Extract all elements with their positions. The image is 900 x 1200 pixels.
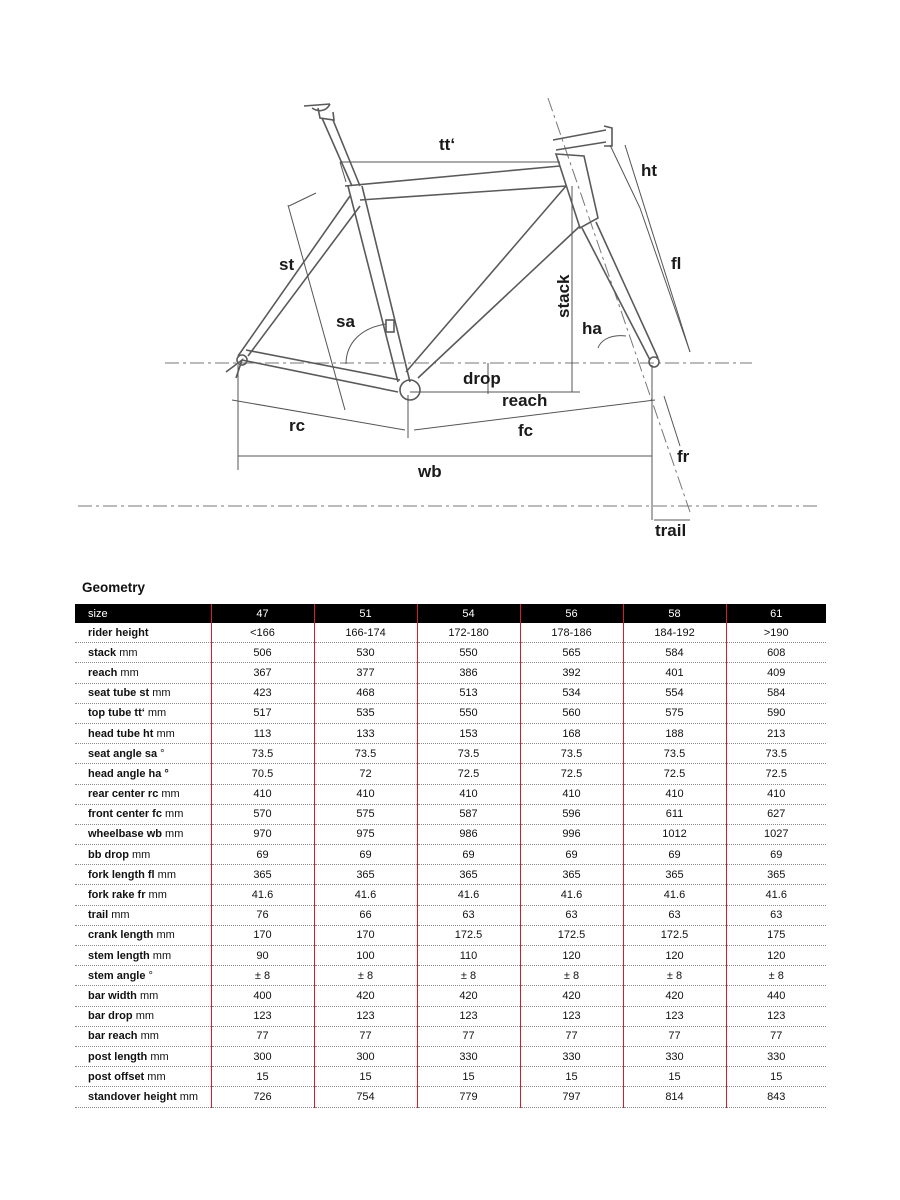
row-label: wheelbase wb xyxy=(88,828,162,841)
table-cell: 188 xyxy=(623,723,726,743)
table-cell: 41.6 xyxy=(520,885,623,905)
table-cell: 550 xyxy=(417,703,520,723)
row-unit: mm xyxy=(119,646,138,659)
table-cell: 410 xyxy=(417,784,520,804)
row-label: bar reach xyxy=(88,1030,138,1043)
row-unit: mm xyxy=(147,707,167,720)
dimension-lines xyxy=(232,145,690,520)
row-label-cell xyxy=(75,723,211,743)
table-cell: 73.5 xyxy=(417,744,520,764)
table-cell: 392 xyxy=(520,663,623,683)
table-cell: 72.5 xyxy=(726,764,826,784)
table-cell: 779 xyxy=(417,1087,520,1107)
row-label-cell xyxy=(75,986,211,1006)
table-cell: 77 xyxy=(211,1026,314,1046)
row-label-cell xyxy=(75,1026,211,1046)
table-cell: 365 xyxy=(211,865,314,885)
header-cell-size: size xyxy=(75,604,211,623)
table-cell: 77 xyxy=(726,1026,826,1046)
row-unit: mm xyxy=(152,949,172,962)
table-cell: 69 xyxy=(211,845,314,865)
table-cell: 409 xyxy=(726,663,826,683)
table-cell: 15 xyxy=(417,1067,520,1087)
row-label: stem length xyxy=(88,949,150,962)
row-label: top tube tt‘ xyxy=(88,707,145,720)
table-cell: 41.6 xyxy=(417,885,520,905)
row-label-cell xyxy=(75,623,211,643)
row-unit: mm xyxy=(120,666,139,679)
table-cell: 153 xyxy=(417,723,520,743)
table-cell: 123 xyxy=(623,1006,726,1026)
table-cell: 172.5 xyxy=(623,925,726,945)
table-cell: ± 8 xyxy=(623,966,726,986)
table-cell: 72.5 xyxy=(623,764,726,784)
row-label: head tube ht xyxy=(88,727,154,740)
table-cell: 41.6 xyxy=(623,885,726,905)
table-cell: 423 xyxy=(211,683,314,703)
table-cell: 166-174 xyxy=(314,623,417,643)
table-cell: 123 xyxy=(726,1006,826,1026)
table-cell: 843 xyxy=(726,1087,826,1107)
table-row xyxy=(75,1006,826,1026)
label-fr: fr xyxy=(677,447,690,466)
row-label-cell xyxy=(75,966,211,986)
table-cell: 365 xyxy=(623,865,726,885)
label-sa: sa xyxy=(336,312,355,331)
table-row xyxy=(75,1087,826,1107)
row-label-cell xyxy=(75,744,211,764)
row-label-cell xyxy=(75,1006,211,1026)
table-cell: 365 xyxy=(314,865,417,885)
table-cell: 120 xyxy=(520,946,623,966)
table-cell: 534 xyxy=(520,683,623,703)
row-label: stack xyxy=(88,646,117,659)
table-cell: 72.5 xyxy=(520,764,623,784)
table-cell: 596 xyxy=(520,804,623,824)
label-wb: wb xyxy=(418,462,442,481)
row-unit: mm xyxy=(165,828,184,841)
table-cell: 996 xyxy=(520,824,623,844)
row-label-cell xyxy=(75,663,211,683)
label-fl: fl xyxy=(671,254,682,273)
table-cell: 69 xyxy=(314,845,417,865)
table-cell: 300 xyxy=(211,1046,314,1066)
row-label-cell xyxy=(75,946,211,966)
table-cell: 410 xyxy=(520,784,623,804)
row-unit: ° xyxy=(148,969,153,982)
table-cell: 365 xyxy=(417,865,520,885)
row-label-cell xyxy=(75,925,211,945)
row-label: rider height xyxy=(88,626,149,639)
row-unit: mm xyxy=(152,687,171,700)
row-label: front center fc xyxy=(88,808,162,821)
label-fc: fc xyxy=(518,421,534,440)
table-cell: ± 8 xyxy=(520,966,623,986)
table-cell: 330 xyxy=(726,1046,826,1066)
table-cell: 575 xyxy=(623,703,726,723)
table-cell: 69 xyxy=(520,845,623,865)
table-cell: 172.5 xyxy=(520,925,623,945)
header-cell-size-value: 54 xyxy=(417,604,520,623)
table-cell: 401 xyxy=(623,663,726,683)
row-label-cell xyxy=(75,885,211,905)
table-row xyxy=(75,764,826,784)
table-cell: 15 xyxy=(623,1067,726,1087)
table-row xyxy=(75,885,826,905)
row-label-cell xyxy=(75,643,211,663)
table-cell: 814 xyxy=(623,1087,726,1107)
row-label: trail xyxy=(88,909,109,922)
table-cell: 420 xyxy=(623,986,726,1006)
bike-geometry-diagram xyxy=(0,0,900,560)
table-cell: 550 xyxy=(417,643,520,663)
table-cell: 77 xyxy=(314,1026,417,1046)
row-label-cell xyxy=(75,1067,211,1087)
table-cell: 113 xyxy=(211,723,314,743)
table-cell: 123 xyxy=(520,1006,623,1026)
row-label: post length xyxy=(88,1050,148,1063)
label-ha: ha xyxy=(582,319,602,338)
table-row xyxy=(75,663,826,683)
row-label-cell xyxy=(75,845,211,865)
header-cell-size-value: 56 xyxy=(520,604,623,623)
table-cell: 517 xyxy=(211,703,314,723)
table-row xyxy=(75,784,826,804)
header-cell-size-value: 61 xyxy=(726,604,826,623)
table-cell: 72.5 xyxy=(417,764,520,784)
row-label: fork length fl xyxy=(88,868,155,881)
table-cell: 410 xyxy=(623,784,726,804)
table-cell: 168 xyxy=(520,723,623,743)
table-cell: 570 xyxy=(211,804,314,824)
table-cell: ± 8 xyxy=(211,966,314,986)
table-row xyxy=(75,804,826,824)
table-cell: 90 xyxy=(211,946,314,966)
table-row xyxy=(75,865,826,885)
row-unit: mm xyxy=(135,1010,155,1023)
row-label: crank length xyxy=(88,929,154,942)
row-unit: mm xyxy=(165,808,184,821)
table-cell: 330 xyxy=(417,1046,520,1066)
table-cell: 1012 xyxy=(623,824,726,844)
row-label-cell xyxy=(75,1087,211,1107)
table-cell: 330 xyxy=(520,1046,623,1066)
table-cell: 41.6 xyxy=(211,885,314,905)
table-cell: 530 xyxy=(314,643,417,663)
table-cell: 123 xyxy=(417,1006,520,1026)
table-cell: 590 xyxy=(726,703,826,723)
table-cell: 554 xyxy=(623,683,726,703)
table-cell: 513 xyxy=(417,683,520,703)
table-cell: ± 8 xyxy=(417,966,520,986)
table-cell: 100 xyxy=(314,946,417,966)
row-unit: mm xyxy=(156,929,175,942)
table-cell: 15 xyxy=(314,1067,417,1087)
table-cell: 69 xyxy=(726,845,826,865)
table-cell: 170 xyxy=(314,925,417,945)
row-unit: mm xyxy=(147,1070,166,1083)
row-label-cell xyxy=(75,865,211,885)
table-cell: 410 xyxy=(314,784,417,804)
table-cell: 468 xyxy=(314,683,417,703)
row-label-cell xyxy=(75,784,211,804)
table-cell: 184-192 xyxy=(623,623,726,643)
table-cell: 72 xyxy=(314,764,417,784)
row-label: bar drop xyxy=(88,1010,133,1023)
table-row xyxy=(75,986,826,1006)
label-reach: reach xyxy=(502,391,548,410)
label-tt: tt‘ xyxy=(439,135,456,154)
row-label: post offset xyxy=(88,1070,145,1083)
table-cell: 41.6 xyxy=(314,885,417,905)
table-cell: 754 xyxy=(314,1087,417,1107)
table-cell: 123 xyxy=(211,1006,314,1026)
table-cell: 172-180 xyxy=(417,623,520,643)
table-row xyxy=(75,966,826,986)
table-cell: 627 xyxy=(726,804,826,824)
table-row xyxy=(75,683,826,703)
table-cell: 726 xyxy=(211,1087,314,1107)
table-cell: ± 8 xyxy=(314,966,417,986)
row-unit: mm xyxy=(111,909,130,922)
table-cell: 367 xyxy=(211,663,314,683)
table-cell: 608 xyxy=(726,643,826,663)
row-unit: mm xyxy=(148,889,167,902)
table-cell: 506 xyxy=(211,643,314,663)
table-cell: 73.5 xyxy=(211,744,314,764)
table-cell: 120 xyxy=(623,946,726,966)
table-cell: 584 xyxy=(726,683,826,703)
row-unit: mm xyxy=(179,1090,199,1103)
table-cell: 69 xyxy=(623,845,726,865)
table-cell: 1027 xyxy=(726,824,826,844)
label-trail: trail xyxy=(655,521,687,540)
table-cell: 420 xyxy=(417,986,520,1006)
table-cell: 63 xyxy=(417,905,520,925)
table-cell: 377 xyxy=(314,663,417,683)
table-cell: 797 xyxy=(520,1087,623,1107)
table-row xyxy=(75,703,826,723)
table-header-row xyxy=(75,604,826,623)
row-unit: mm xyxy=(161,788,180,801)
row-unit: mm xyxy=(150,1050,169,1063)
table-cell: 133 xyxy=(314,723,417,743)
row-label: rear center rc xyxy=(88,788,159,801)
table-cell: 560 xyxy=(520,703,623,723)
table-cell: 172.5 xyxy=(417,925,520,945)
row-unit: mm xyxy=(140,1030,159,1043)
table-cell: 420 xyxy=(520,986,623,1006)
row-label: fork rake fr xyxy=(88,889,146,902)
table-cell: 410 xyxy=(211,784,314,804)
row-label: bb drop xyxy=(88,848,129,861)
header-cell-size-value: 58 xyxy=(623,604,726,623)
table-cell: 15 xyxy=(726,1067,826,1087)
table-cell: 15 xyxy=(520,1067,623,1087)
row-label-cell xyxy=(75,703,211,723)
table-row xyxy=(75,905,826,925)
table-cell: 365 xyxy=(726,865,826,885)
table-cell: 77 xyxy=(417,1026,520,1046)
table-row xyxy=(75,623,826,643)
table-cell: 386 xyxy=(417,663,520,683)
row-unit: mm xyxy=(157,868,176,881)
row-unit: mm xyxy=(156,727,175,740)
table-cell: 123 xyxy=(314,1006,417,1026)
label-rc: rc xyxy=(289,416,306,435)
table-row xyxy=(75,1067,826,1087)
row-label-cell xyxy=(75,764,211,784)
row-label: bar width xyxy=(88,989,137,1002)
table-row xyxy=(75,845,826,865)
row-label: stem angle xyxy=(88,969,146,982)
row-label: standover height xyxy=(88,1090,177,1103)
geometry-table xyxy=(75,604,826,1108)
table-row xyxy=(75,723,826,743)
table-row xyxy=(75,643,826,663)
table-cell: 565 xyxy=(520,643,623,663)
table-cell: 110 xyxy=(417,946,520,966)
table-cell: 41.6 xyxy=(726,885,826,905)
row-label: seat angle sa xyxy=(88,747,158,760)
table-cell: 213 xyxy=(726,723,826,743)
table-cell: 77 xyxy=(520,1026,623,1046)
table-cell: 69 xyxy=(417,845,520,865)
table-cell: 410 xyxy=(726,784,826,804)
table-cell: 77 xyxy=(623,1026,726,1046)
row-label: seat tube st xyxy=(88,687,150,700)
table-cell: 73.5 xyxy=(520,744,623,764)
table-row xyxy=(75,925,826,945)
table-cell: 70.5 xyxy=(211,764,314,784)
table-cell: 400 xyxy=(211,986,314,1006)
table-cell: 986 xyxy=(417,824,520,844)
table-cell: 584 xyxy=(623,643,726,663)
table-cell: 365 xyxy=(520,865,623,885)
table-cell: 76 xyxy=(211,905,314,925)
table-cell: 63 xyxy=(520,905,623,925)
table-cell: 170 xyxy=(211,925,314,945)
table-cell: 611 xyxy=(623,804,726,824)
table-cell: <166 xyxy=(211,623,314,643)
table-cell: 73.5 xyxy=(726,744,826,764)
geometry-heading: Geometry xyxy=(82,580,146,595)
table-row xyxy=(75,1046,826,1066)
label-stack: stack xyxy=(554,274,573,318)
table-cell: 420 xyxy=(314,986,417,1006)
table-cell: 575 xyxy=(314,804,417,824)
row-label-cell xyxy=(75,683,211,703)
table-row xyxy=(75,824,826,844)
table-cell: 178-186 xyxy=(520,623,623,643)
table-row xyxy=(75,744,826,764)
row-unit: mm xyxy=(139,989,159,1002)
row-label-cell xyxy=(75,824,211,844)
label-ht: ht xyxy=(641,161,658,180)
row-label: head angle ha ° xyxy=(88,767,169,780)
table-cell: 63 xyxy=(726,905,826,925)
table-cell: 73.5 xyxy=(314,744,417,764)
row-label: reach xyxy=(88,666,118,679)
table-cell: 120 xyxy=(726,946,826,966)
table-cell: >190 xyxy=(726,623,826,643)
table-row xyxy=(75,1026,826,1046)
table-row xyxy=(75,946,826,966)
table-cell: 66 xyxy=(314,905,417,925)
table-cell: 970 xyxy=(211,824,314,844)
table-cell: 440 xyxy=(726,986,826,1006)
row-label-cell xyxy=(75,1046,211,1066)
header-cell-size-value: 47 xyxy=(211,604,314,623)
header-cell-size-value: 51 xyxy=(314,604,417,623)
table-cell: 975 xyxy=(314,824,417,844)
label-drop: drop xyxy=(463,369,501,388)
table-cell: ± 8 xyxy=(726,966,826,986)
table-cell: 330 xyxy=(623,1046,726,1066)
table-cell: 63 xyxy=(623,905,726,925)
row-unit: ° xyxy=(160,747,165,760)
table-cell: 300 xyxy=(314,1046,417,1066)
row-unit: mm xyxy=(132,848,151,861)
table-cell: 15 xyxy=(211,1067,314,1087)
row-label-cell xyxy=(75,905,211,925)
table-cell: 587 xyxy=(417,804,520,824)
table-cell: 175 xyxy=(726,925,826,945)
label-st: st xyxy=(279,255,295,274)
table-cell: 535 xyxy=(314,703,417,723)
table-cell: 73.5 xyxy=(623,744,726,764)
row-label-cell xyxy=(75,804,211,824)
